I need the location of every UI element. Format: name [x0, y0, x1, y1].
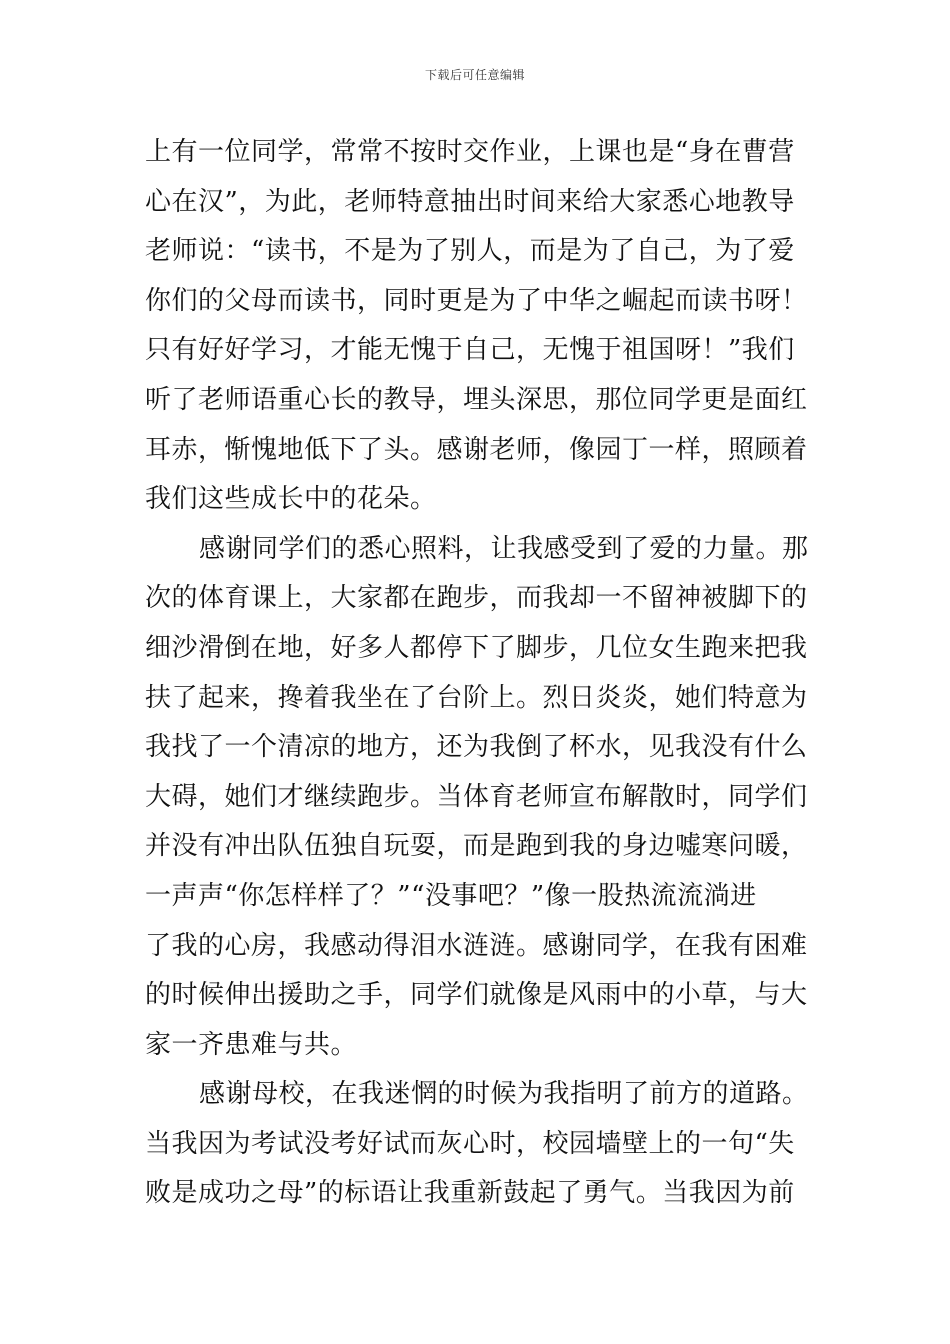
- paragraph-start-line: 感谢母校，在我迷惘的时候为我指明了前方的道路。: [199, 1079, 809, 1110]
- text-line: 我找了一个清凉的地方，还为我倒了杯水，见我没有什么: [145, 732, 808, 763]
- text-line: 耳赤，惭愧地低下了头。感谢老师，像园丁一样，照顾着: [145, 434, 808, 465]
- text-line: 老师说：“读书，不是为了别人，而是为了自己，为了爱: [145, 236, 795, 267]
- text-line: 大碍，她们才继续跑步。当体育老师宣布解散时，同学们: [145, 781, 808, 812]
- body-text: [145, 128, 810, 1219]
- text-line: 一声声“你怎样样了？”“没事吧？”像一股热流流淌进: [145, 880, 757, 911]
- text-line: 我们这些成长中的花朵。: [145, 484, 437, 515]
- text-line: 只有好好学习，才能无愧于自己，无愧于祖国呀！”我们: [145, 335, 795, 366]
- text-line: 并没有冲出队伍独自玩耍，而是跑到我的身边嘘寒问暖，: [145, 831, 808, 862]
- text-line: 的时候伸出援助之手，同学们就像是风雨中的小草，与大: [145, 980, 808, 1011]
- text-line: 家一齐患难与共。: [145, 1029, 358, 1060]
- text-line: 当我因为考试没考好试而灰心时，校园墙壁上的一句“失: [145, 1128, 795, 1159]
- paragraph-start-line: 感谢同学们的悉心照料，让我感受到了爱的力量。那: [199, 533, 809, 564]
- text-line: 了我的心房，我感动得泪水涟涟。感谢同学，在我有困难: [145, 930, 808, 961]
- header-note: 下载后可任意编辑: [424, 68, 525, 82]
- text-line: 细沙滑倒在地，好多人都停下了脚步，几位女生跑来把我: [145, 632, 808, 663]
- text-line: 扶了起来，搀着我坐在了台阶上。烈日炎炎，她们特意为: [145, 682, 808, 713]
- text-line: 上有一位同学，常常不按时交作业，上课也是“身在曹营: [145, 137, 795, 167]
- text-line: 败是成功之母”的标语让我重新鼓起了勇气。当我因为前: [145, 1178, 795, 1209]
- text-line: 你们的父母而读书，同时更是为了中华之崛起而读书呀！: [145, 285, 808, 316]
- text-line: 听了老师语重心长的教导，埋头深思，那位同学更是面红: [145, 384, 808, 415]
- text-line: 心在汉”，为此，老师特意抽出时间来给大家悉心地教导: [145, 186, 795, 217]
- text-line: 次的体育课上，大家都在跑步，而我却一不留神被脚下的: [145, 583, 808, 614]
